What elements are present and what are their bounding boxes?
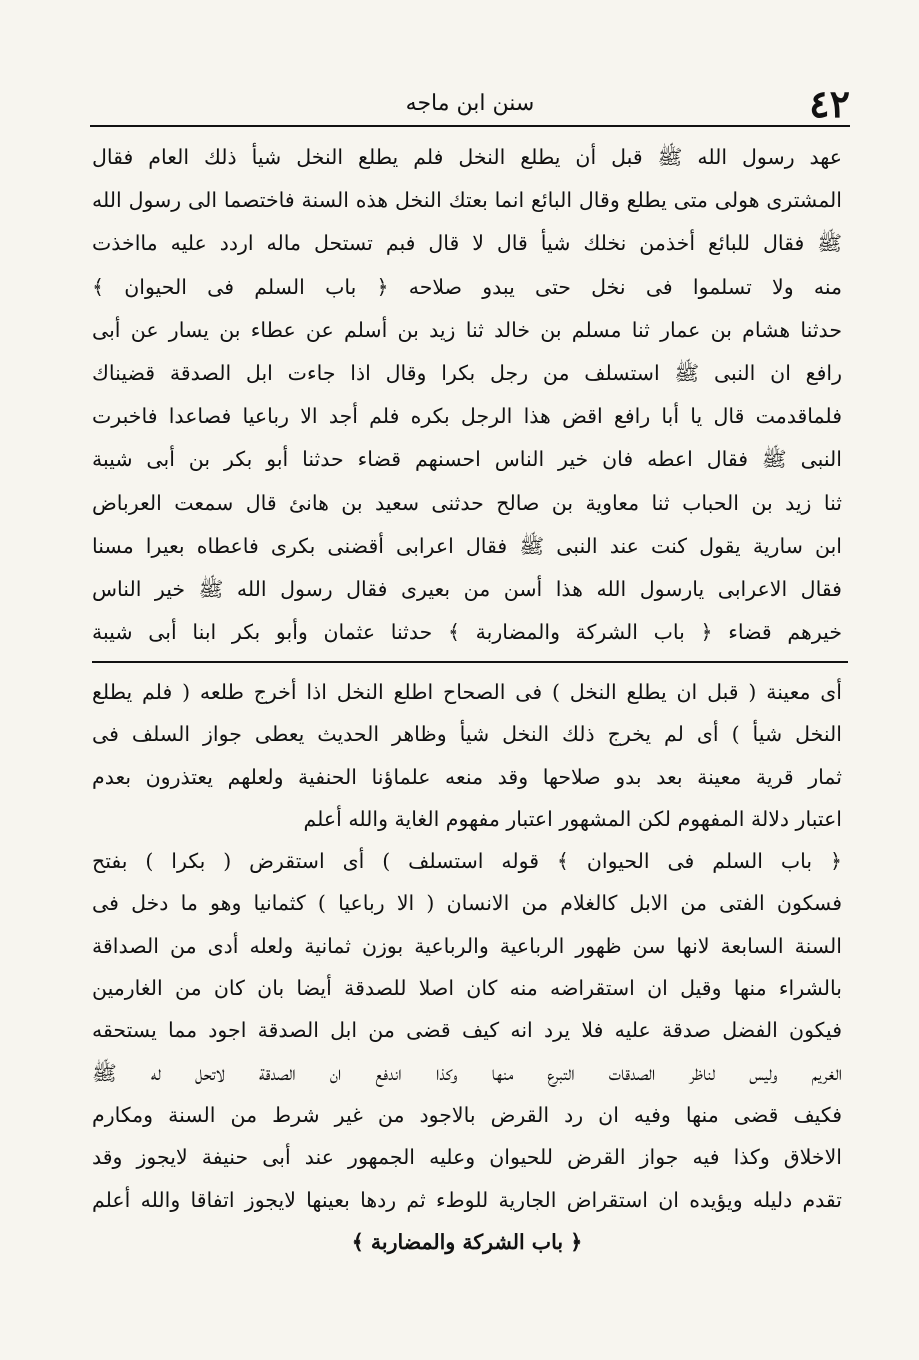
commentary-line: فيكون الفضل صدقة عليه فلا يرد انه كيف قضى من ابل الصدقة اجود مما يستحقه <box>92 1018 842 1043</box>
commentary-line: ثمار قرية معينة بعد بدو صلاحها وقد منعه علماؤنا الحنفية ولعلهم يعتذرون بعدم <box>92 764 842 789</box>
commentary-line: فكيف قضى منها وفيه ان رد القرض بالاجود من غير شرط من السنة ومكارم <box>92 1102 842 1127</box>
main-text-line: عهد رسول الله ﷺ قبل أن يطلع النخل فلم يطلع النخل شيأ ذلك العام فقال <box>92 145 842 169</box>
main-text-line: ثنا زيد بن الحباب ثنا معاوية بن صالح حدثنى سعيد بن هانئ قال سمعت العرباض <box>92 490 842 515</box>
commentary-line: أى معينة ( قبل ان يطلع النخل ) فى الصحاح اطلع النخل اذا أخرج طلعه ( فلم يطلع <box>92 680 842 704</box>
main-text-line: النبى ﷺ فقال اعطه فان خير الناس احسنهم قضاء حدثنا أبو بكر بن أبى شيبة <box>92 447 842 472</box>
commentary-line: الغريم وليس لناظر الصدقات التبرع منها وكذا اندفع ان الصدقة لاتحل له ﷺ <box>92 1060 842 1085</box>
commentary-line: فسكون الفتى من الابل كالغلام من الانسان ( الا رباعيا ) كثمانيا وهو ما دخل فى <box>92 891 842 916</box>
running-title: سنن ابن ماجه <box>405 91 535 116</box>
main-text-line: فقال الاعرابى يارسول الله هذا أسن من بعيرى فقال رسول الله ﷺ خير الناس <box>92 576 842 601</box>
main-text-line: رافع ان النبى ﷺ استسلف من رجل بكرا وقال اذا جاءت ابل الصدقة قضيناك <box>92 360 842 385</box>
page-number: ٤٢ <box>809 81 850 126</box>
commentary-line: الاخلاق وكذا فيه جواز القرض للحيوان وعليه الجمهور عند أبى حنيفة لايجوز وقد <box>92 1145 842 1170</box>
commentary-line: ﴿ باب السلم فى الحيوان ﴾ قوله استسلف ) أى استقرض ( بكرا ) بفتح <box>92 849 842 874</box>
main-text-line: ﷺ فقال للبائع أخذمن نخلك شيأ قال لا قال فبم تستحل ماله اردد عليه مااخذت <box>92 231 842 256</box>
page-header <box>90 82 850 126</box>
chapter-heading: ﴿ باب الشركة والمضاربة ﴾ <box>351 1229 583 1254</box>
main-text-line: حدثنا هشام بن عمار ثنا مسلم بن خالد ثنا زيد بن أسلم عن عطاء بن يسار عن أبى <box>92 317 842 342</box>
main-text-line: فلماقدمت قال يا أبا رافع اقض هذا الرجل بكره فلم أجد الا رباعيا فصاعدا فاخبرت <box>92 404 842 429</box>
commentary <box>92 671 842 1263</box>
main-text-line: خيرهم قضاء ﴿ باب الشركة والمضاربة ﴾ حدثنا عثمان وأبو بكر ابنا أبى شيبة <box>92 620 842 645</box>
main-text <box>92 136 842 654</box>
text-commentary-divider <box>92 661 848 663</box>
commentary-line: بالشراء منها وقيل ان استقراضه منه كان اصلا للصدقة أيضا بان كان من الغارمين <box>92 976 842 1001</box>
commentary-line: النخل شيأ ) أى لم يخرج ذلك النخل شيأ وظاهر الحديث يعطى جواز السلف فى <box>92 722 842 747</box>
main-text-line: ابن سارية يقول كنت عند النبى ﷺ فقال اعرابى أقضنى بكرى فاعطاه بعيرا مسنا <box>92 533 842 558</box>
main-text-line: منه ولا تسلموا فى نخل حتى يبدو صلاحه ﴿ باب السلم فى الحيوان ﴾ <box>92 274 842 299</box>
commentary-line: السنة السابعة لانها سن ظهور الرباعية والرباعية بوزن ثمانية ولعله أدى من الصداقة <box>92 933 842 958</box>
header-rule <box>90 125 850 127</box>
main-text-line: المشترى هولى متى يطلع وقال البائع انما بعتك النخل هذه السنة فاختصما الى رسول الله <box>92 188 842 213</box>
commentary-line: اعتبار دلالة المفهوم لكن المشهور اعتبار مفهوم الغاية والله أعلم <box>303 806 842 831</box>
commentary-line: تقدم دليله ويؤيده ان استقراض الجارية للوطء ثم ردها بعينها لايجوز اتفاقا والله أعلم <box>92 1187 842 1212</box>
